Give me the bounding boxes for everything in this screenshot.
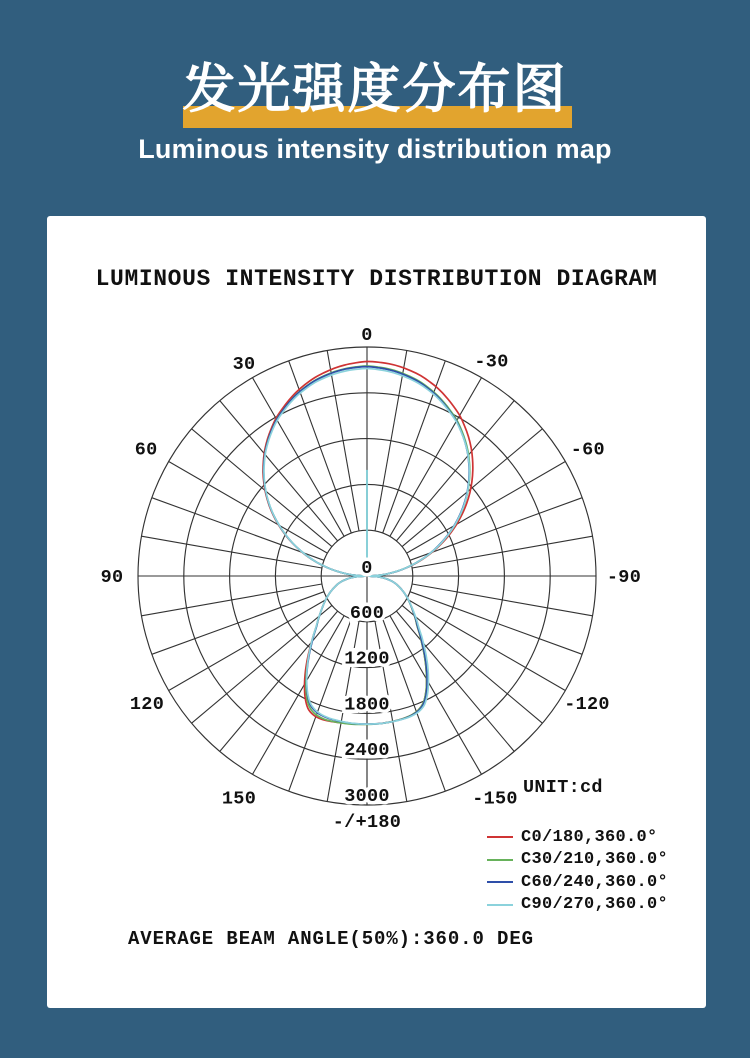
grid-spoke xyxy=(152,592,324,655)
legend-color-swatch xyxy=(487,859,513,861)
legend-color-swatch xyxy=(487,881,513,883)
grid-spoke xyxy=(220,611,338,751)
grid-spoke xyxy=(402,429,542,547)
angle-label-30: 30 xyxy=(232,354,256,375)
chart-title: LUMINOUS INTENSITY DISTRIBUTION DIAGRAM xyxy=(95,266,658,292)
legend-item xyxy=(487,826,668,849)
polar-chart xyxy=(47,311,706,833)
legend xyxy=(487,826,668,916)
angle-label-120: 120 xyxy=(129,694,165,715)
grid-spoke xyxy=(396,611,514,751)
grid-spoke xyxy=(410,498,582,561)
angle-label-150: 150 xyxy=(221,788,257,810)
legend-color-swatch xyxy=(487,836,513,838)
average-beam-angle-text: AVERAGE BEAM ANGLE(50%):360.0 DEG xyxy=(128,928,534,950)
angle-label--60: -60 xyxy=(570,439,605,461)
header-title-zh: 发光强度分布图 xyxy=(182,60,568,119)
radial-label-3000: 3000 xyxy=(344,786,390,807)
legend-label: C60/240,360.0° xyxy=(521,872,669,892)
angle-label--90: -90 xyxy=(606,567,642,588)
grid-spoke xyxy=(390,616,482,775)
grid-spoke xyxy=(407,462,566,554)
grid-spoke xyxy=(152,498,324,561)
grid-spoke xyxy=(220,401,338,541)
grid-spoke xyxy=(169,599,328,691)
radial-label-1200: 1200 xyxy=(344,648,390,670)
unit-label: UNIT:cd xyxy=(523,777,603,798)
grid-spoke xyxy=(412,536,592,568)
grid-spoke xyxy=(142,536,322,568)
header xyxy=(0,58,750,122)
angle-label-90: 90 xyxy=(100,567,124,588)
radial-label-2400: 2400 xyxy=(344,740,390,762)
header-title-en: Luminous intensity distribution map xyxy=(138,134,612,164)
legend-label: C30/210,360.0° xyxy=(521,850,669,870)
grid-spoke xyxy=(289,619,352,791)
angle-label--120: -120 xyxy=(564,694,610,715)
angle-label-0: 0 xyxy=(361,325,373,346)
grid-spoke xyxy=(192,429,332,547)
radial-label-1800: 1800 xyxy=(344,694,390,716)
legend-label: C90/270,360.0° xyxy=(521,895,669,915)
photometric-card xyxy=(47,216,706,1008)
legend-color-swatch xyxy=(487,904,513,906)
angle-label--30: -30 xyxy=(474,351,509,373)
legend-item xyxy=(487,849,668,872)
grid-spoke xyxy=(375,351,407,531)
angle-label-60: 60 xyxy=(134,439,158,461)
grid-spoke xyxy=(253,378,345,537)
grid-spoke xyxy=(289,361,352,533)
angle-label--150: -150 xyxy=(472,788,518,810)
legend-label: C0/180,360.0° xyxy=(521,827,658,847)
legend-item xyxy=(487,871,668,894)
grid-spoke xyxy=(253,616,345,775)
grid-spoke xyxy=(169,462,328,554)
radial-label-0: 0 xyxy=(361,558,373,579)
grid-spoke xyxy=(383,619,446,791)
radial-label-600: 600 xyxy=(349,602,385,624)
grid-spoke xyxy=(407,599,566,691)
grid-spoke xyxy=(412,584,592,616)
grid-spoke xyxy=(142,584,322,616)
angle-label--/+180: -/+180 xyxy=(332,812,402,833)
grid-spoke xyxy=(327,351,359,531)
grid-spoke xyxy=(410,592,582,655)
legend-item xyxy=(487,894,668,917)
